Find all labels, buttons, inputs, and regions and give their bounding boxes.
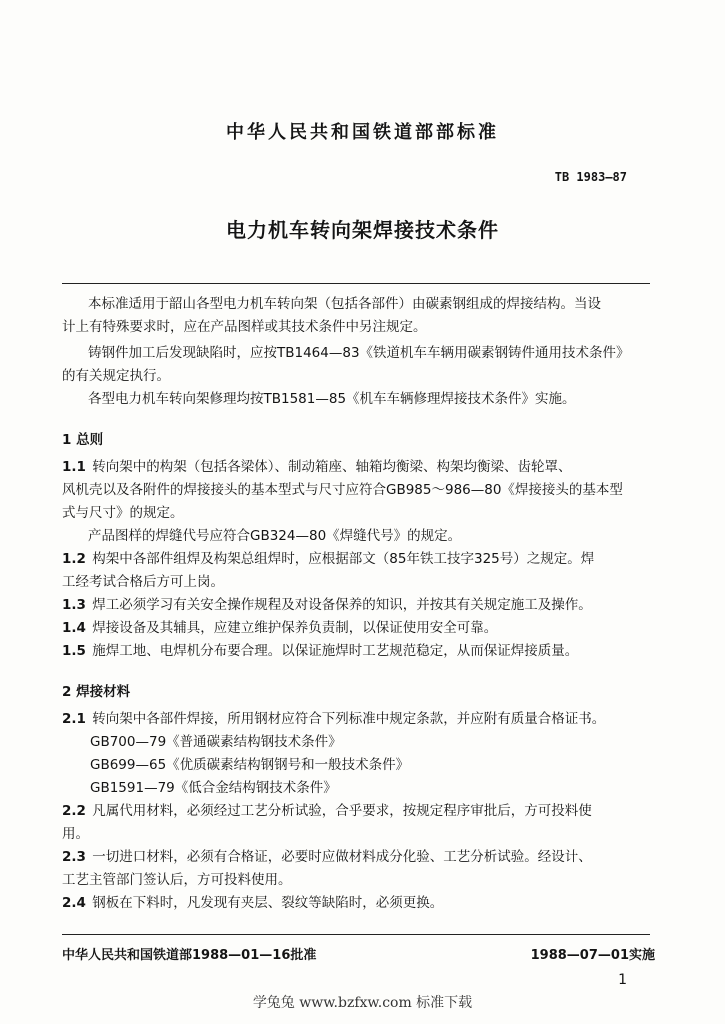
clause-2-2-line2: 用。 bbox=[62, 826, 89, 842]
clause-number: 2.1 bbox=[62, 711, 86, 727]
clause-number: 1.1 bbox=[62, 459, 86, 475]
approval-date: 中华人民共和国铁道部1988—01—16批准 bbox=[62, 948, 317, 963]
clause-text: 焊工必须学习有关安全操作规程及对设备保养的知识，并按其有关规定施工及操作。 bbox=[92, 597, 592, 613]
clause-text: 凡属代用材料，必须经过工艺分析试验，合乎要求，按规定程序审批后，方可投料使 bbox=[92, 803, 592, 819]
clause-number: 1.5 bbox=[62, 643, 86, 659]
clause-text: 钢板在下料时，凡发现有夹层、裂纹等缺陷时，必须更换。 bbox=[92, 895, 444, 911]
intro-p2-line1: 铸钢件加工后发现缺陷时，应按TB1464—83《铁道机车车辆用碳素钢铸件通用技术条件》 bbox=[88, 345, 630, 361]
clause-1-3 bbox=[62, 595, 592, 615]
clause-2-2 bbox=[62, 801, 592, 821]
intro-p3-line1: 各型电力机车转向架修理均按TB1581—85《机车车辆修理焊接技术条件》实施。 bbox=[88, 391, 576, 407]
effective-date: 1988—07—01实施 bbox=[530, 948, 655, 963]
clause-2-3 bbox=[62, 847, 592, 867]
clause-1-1-line2: 风机壳以及各附件的焊接接头的基本型式与尺寸应符合GB985～986—80《焊接接头的基本型 bbox=[62, 482, 623, 498]
page-number: 1 bbox=[618, 972, 627, 988]
doc-code: TB 1983—87 bbox=[554, 170, 627, 184]
section1-heading: 1 总则 bbox=[62, 432, 104, 448]
clause-number: 2.3 bbox=[62, 849, 86, 865]
clause-2-4 bbox=[62, 893, 443, 913]
watermark: 学兔兔 www.bzfxw.com 标准下载 bbox=[252, 995, 473, 1011]
header-rule bbox=[62, 283, 650, 284]
clause-text: 焊接设备及其辅具，应建立维护保养负责制，以保证使用安全可靠。 bbox=[92, 620, 498, 636]
clause-1-4 bbox=[62, 618, 497, 638]
clause-1-1-line4: 产品图样的焊缝代号应符合GB324—80《焊缝代号》的规定。 bbox=[88, 528, 462, 544]
clause-1-2-line2: 工经考试合格后方可上岗。 bbox=[62, 574, 224, 590]
standard-ref-3: GB1591—79《低合金结构钢技术条件》 bbox=[90, 780, 337, 796]
clause-1-1 bbox=[62, 457, 572, 477]
standard-ref-1: GB700—79《普通碳素结构钢技术条件》 bbox=[90, 734, 342, 750]
footer-rule bbox=[62, 934, 650, 935]
clause-1-1-line3: 式与尺寸》的规定。 bbox=[62, 505, 184, 521]
clause-number: 1.3 bbox=[62, 597, 86, 613]
clause-number: 2.2 bbox=[62, 803, 86, 819]
intro-p2-line2: 的有关规定执行。 bbox=[62, 368, 170, 384]
clause-text: 构架中各部件组焊及构架总组焊时，应根据部文（85年铁工技字325号）之规定。焊 bbox=[92, 551, 595, 567]
clause-text: 一切进口材料，必须有合格证，必要时应做材料成分化验、工艺分析试验。经设计、 bbox=[92, 849, 592, 865]
clause-2-1 bbox=[62, 709, 605, 729]
clause-1-5 bbox=[62, 641, 578, 661]
clause-2-3-line2: 工艺主管部门签认后，方可投料使用。 bbox=[62, 872, 292, 888]
doc-title: 电力机车转向架焊接技术条件 bbox=[226, 218, 499, 242]
clause-number: 1.4 bbox=[62, 620, 86, 636]
standard-ref-2: GB699—65《优质碳素结构钢钢号和一般技术条件》 bbox=[90, 757, 410, 773]
clause-text: 转向架中各部件焊接，所用钢材应符合下列标准中规定条款，并应附有质量合格证书。 bbox=[92, 711, 606, 727]
clause-text: 转向架中的构架（包括各梁体）、制动箱座、轴箱均衡梁、构架均衡梁、齿轮罩、 bbox=[92, 459, 572, 475]
clause-1-2 bbox=[62, 549, 594, 569]
org-title: 中华人民共和国铁道部部标准 bbox=[226, 122, 499, 143]
clause-number: 2.4 bbox=[62, 895, 86, 911]
section2-heading: 2 焊接材料 bbox=[62, 684, 131, 700]
intro-p1-line2: 计上有特殊要求时，应在产品图样或其技术条件中另注规定。 bbox=[62, 319, 427, 335]
clause-number: 1.2 bbox=[62, 551, 86, 567]
intro-p1-line1: 本标准适用于韶山各型电力机车转向架（包括各部件）由碳素钢组成的焊接结构。当设 bbox=[88, 296, 601, 312]
clause-text: 施焊工地、电焊机分布要合理。以保证施焊时工艺规范稳定，从而保证焊接质量。 bbox=[92, 643, 579, 659]
